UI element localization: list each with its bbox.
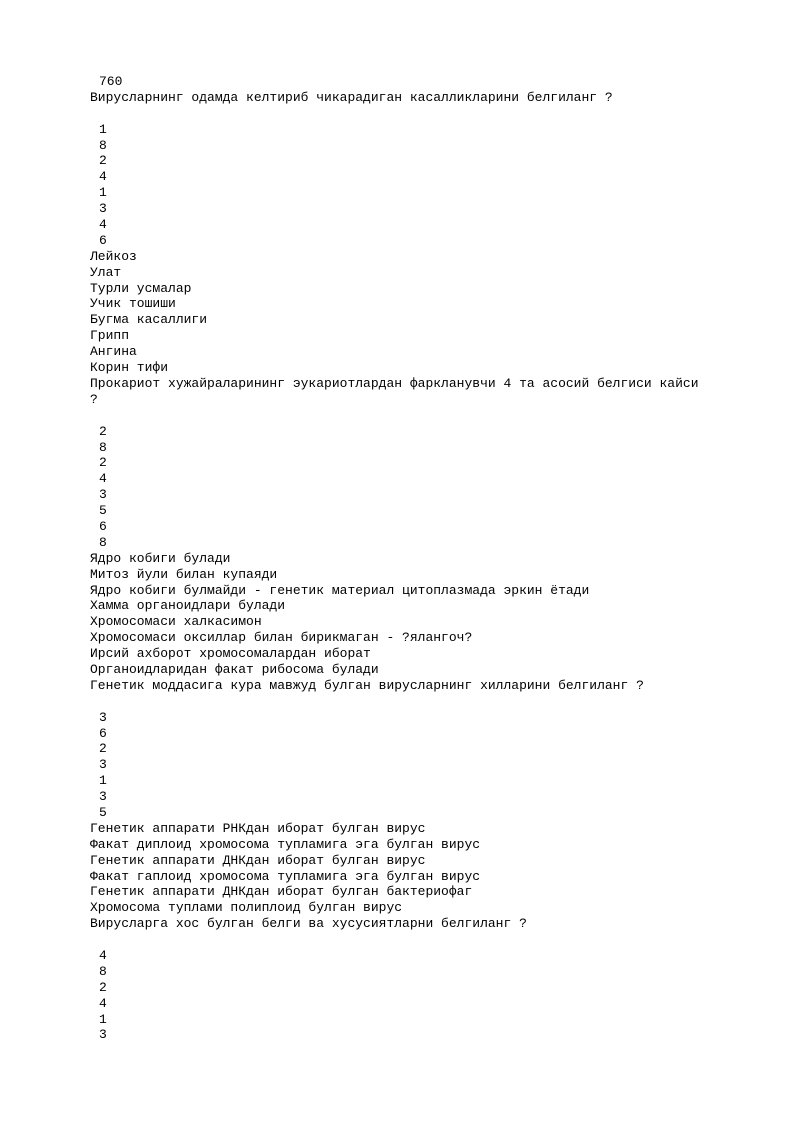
answer-number: 8	[99, 439, 107, 455]
answer-option: Учик тошиши	[90, 296, 176, 312]
answer-number: 4	[99, 471, 107, 487]
answer-option: Бугма касаллиги	[90, 312, 208, 328]
answer-number: 6	[99, 518, 107, 534]
answer-option: Хамма органоидлари булади	[90, 598, 286, 614]
answer-option: Органоидларидан факат рибосома булади	[90, 661, 379, 677]
answer-option: Ядро кобиги булади	[90, 550, 231, 566]
answer-number: 5	[99, 805, 107, 820]
question-text: Вирусларга хос булган белги ва хусусиятларни белгиланг ?	[90, 916, 527, 932]
answer-number: 8	[99, 534, 107, 550]
answer-option: Хромосома туплами полиплоид булган вирус	[90, 900, 403, 916]
answer-option: Хромосомаси оксиллар билан бирикмаган - ?ялангоч?	[90, 630, 473, 646]
answer-number: 2	[99, 979, 107, 995]
answer-option: Ангина	[90, 344, 137, 360]
answer-number: 1	[99, 185, 107, 201]
answer-option: Лейкоз	[90, 248, 137, 264]
answer-option: Хромосомаси халкасимон	[90, 614, 262, 630]
answer-option: Генетик аппарати ДНКдан иборат булган вирус	[90, 852, 426, 868]
answer-number: 4	[99, 995, 107, 1011]
answer-number: 5	[99, 503, 107, 519]
answer-number: 6	[99, 232, 107, 248]
answer-number: 8	[99, 137, 107, 153]
answer-option: Факат гаплоид хромосома тупламига эга булган вирус	[90, 868, 481, 884]
answer-number: 2	[99, 153, 107, 169]
spacer	[90, 694, 750, 710]
answer-number: 6	[99, 725, 107, 741]
answer-number: 2	[99, 455, 107, 471]
answer-number: 2	[99, 423, 107, 439]
answer-number: 3	[99, 757, 107, 773]
question-text: Прокариот хужайраларининг эукариотлардан фаркланувчи 4 та асосий белгиси кайси ?	[90, 375, 699, 407]
question-text: Вирусларнинг одамда келтириб чикарадиган касалликларини белгиланг ?	[90, 89, 613, 105]
answer-option: Турли усмалар	[90, 280, 192, 296]
answer-number: 2	[99, 741, 107, 757]
answer-number: 8	[99, 963, 107, 979]
answer-number: 1	[99, 773, 107, 789]
answer-option: Митоз йули билан купаяди	[90, 566, 278, 582]
document-body	[90, 74, 750, 1043]
spacer	[90, 932, 750, 948]
answer-number: 4	[99, 169, 107, 185]
question-number: 760	[99, 74, 123, 89]
answer-number: 1	[99, 121, 107, 137]
answer-number: 3	[99, 487, 107, 503]
answer-number: 3	[99, 709, 107, 725]
answer-option: Ирсий ахборот хромосомалардан иборат	[90, 646, 371, 662]
answer-option: Ядро кобиги булмайди - генетик материал цитоплазмада эркин ётади	[90, 582, 590, 598]
answer-number: 3	[99, 201, 107, 217]
answer-option: Генетик аппарати ДНКдан иборат булган бактериофаг	[90, 884, 473, 900]
answer-option: Улат	[90, 264, 122, 280]
answer-number: 3	[99, 1027, 107, 1043]
answer-number: 1	[99, 1011, 107, 1027]
answer-option: Корин тифи	[90, 360, 169, 376]
answer-number: 4	[99, 217, 107, 233]
spacer	[90, 408, 750, 424]
answer-option: Генетик аппарати РНКдан иборат булган вирус	[90, 820, 426, 836]
spacer	[90, 106, 750, 122]
answer-number: 4	[99, 948, 107, 964]
answer-option: Факат диплоид хромосома тупламига эга булган вирус	[90, 836, 481, 852]
question-text: Генетик моддасига кура мавжуд булган вирусларнинг хилларини белгиланг ?	[90, 677, 644, 693]
answer-option: Грипп	[90, 328, 130, 344]
answer-number: 3	[99, 789, 107, 805]
